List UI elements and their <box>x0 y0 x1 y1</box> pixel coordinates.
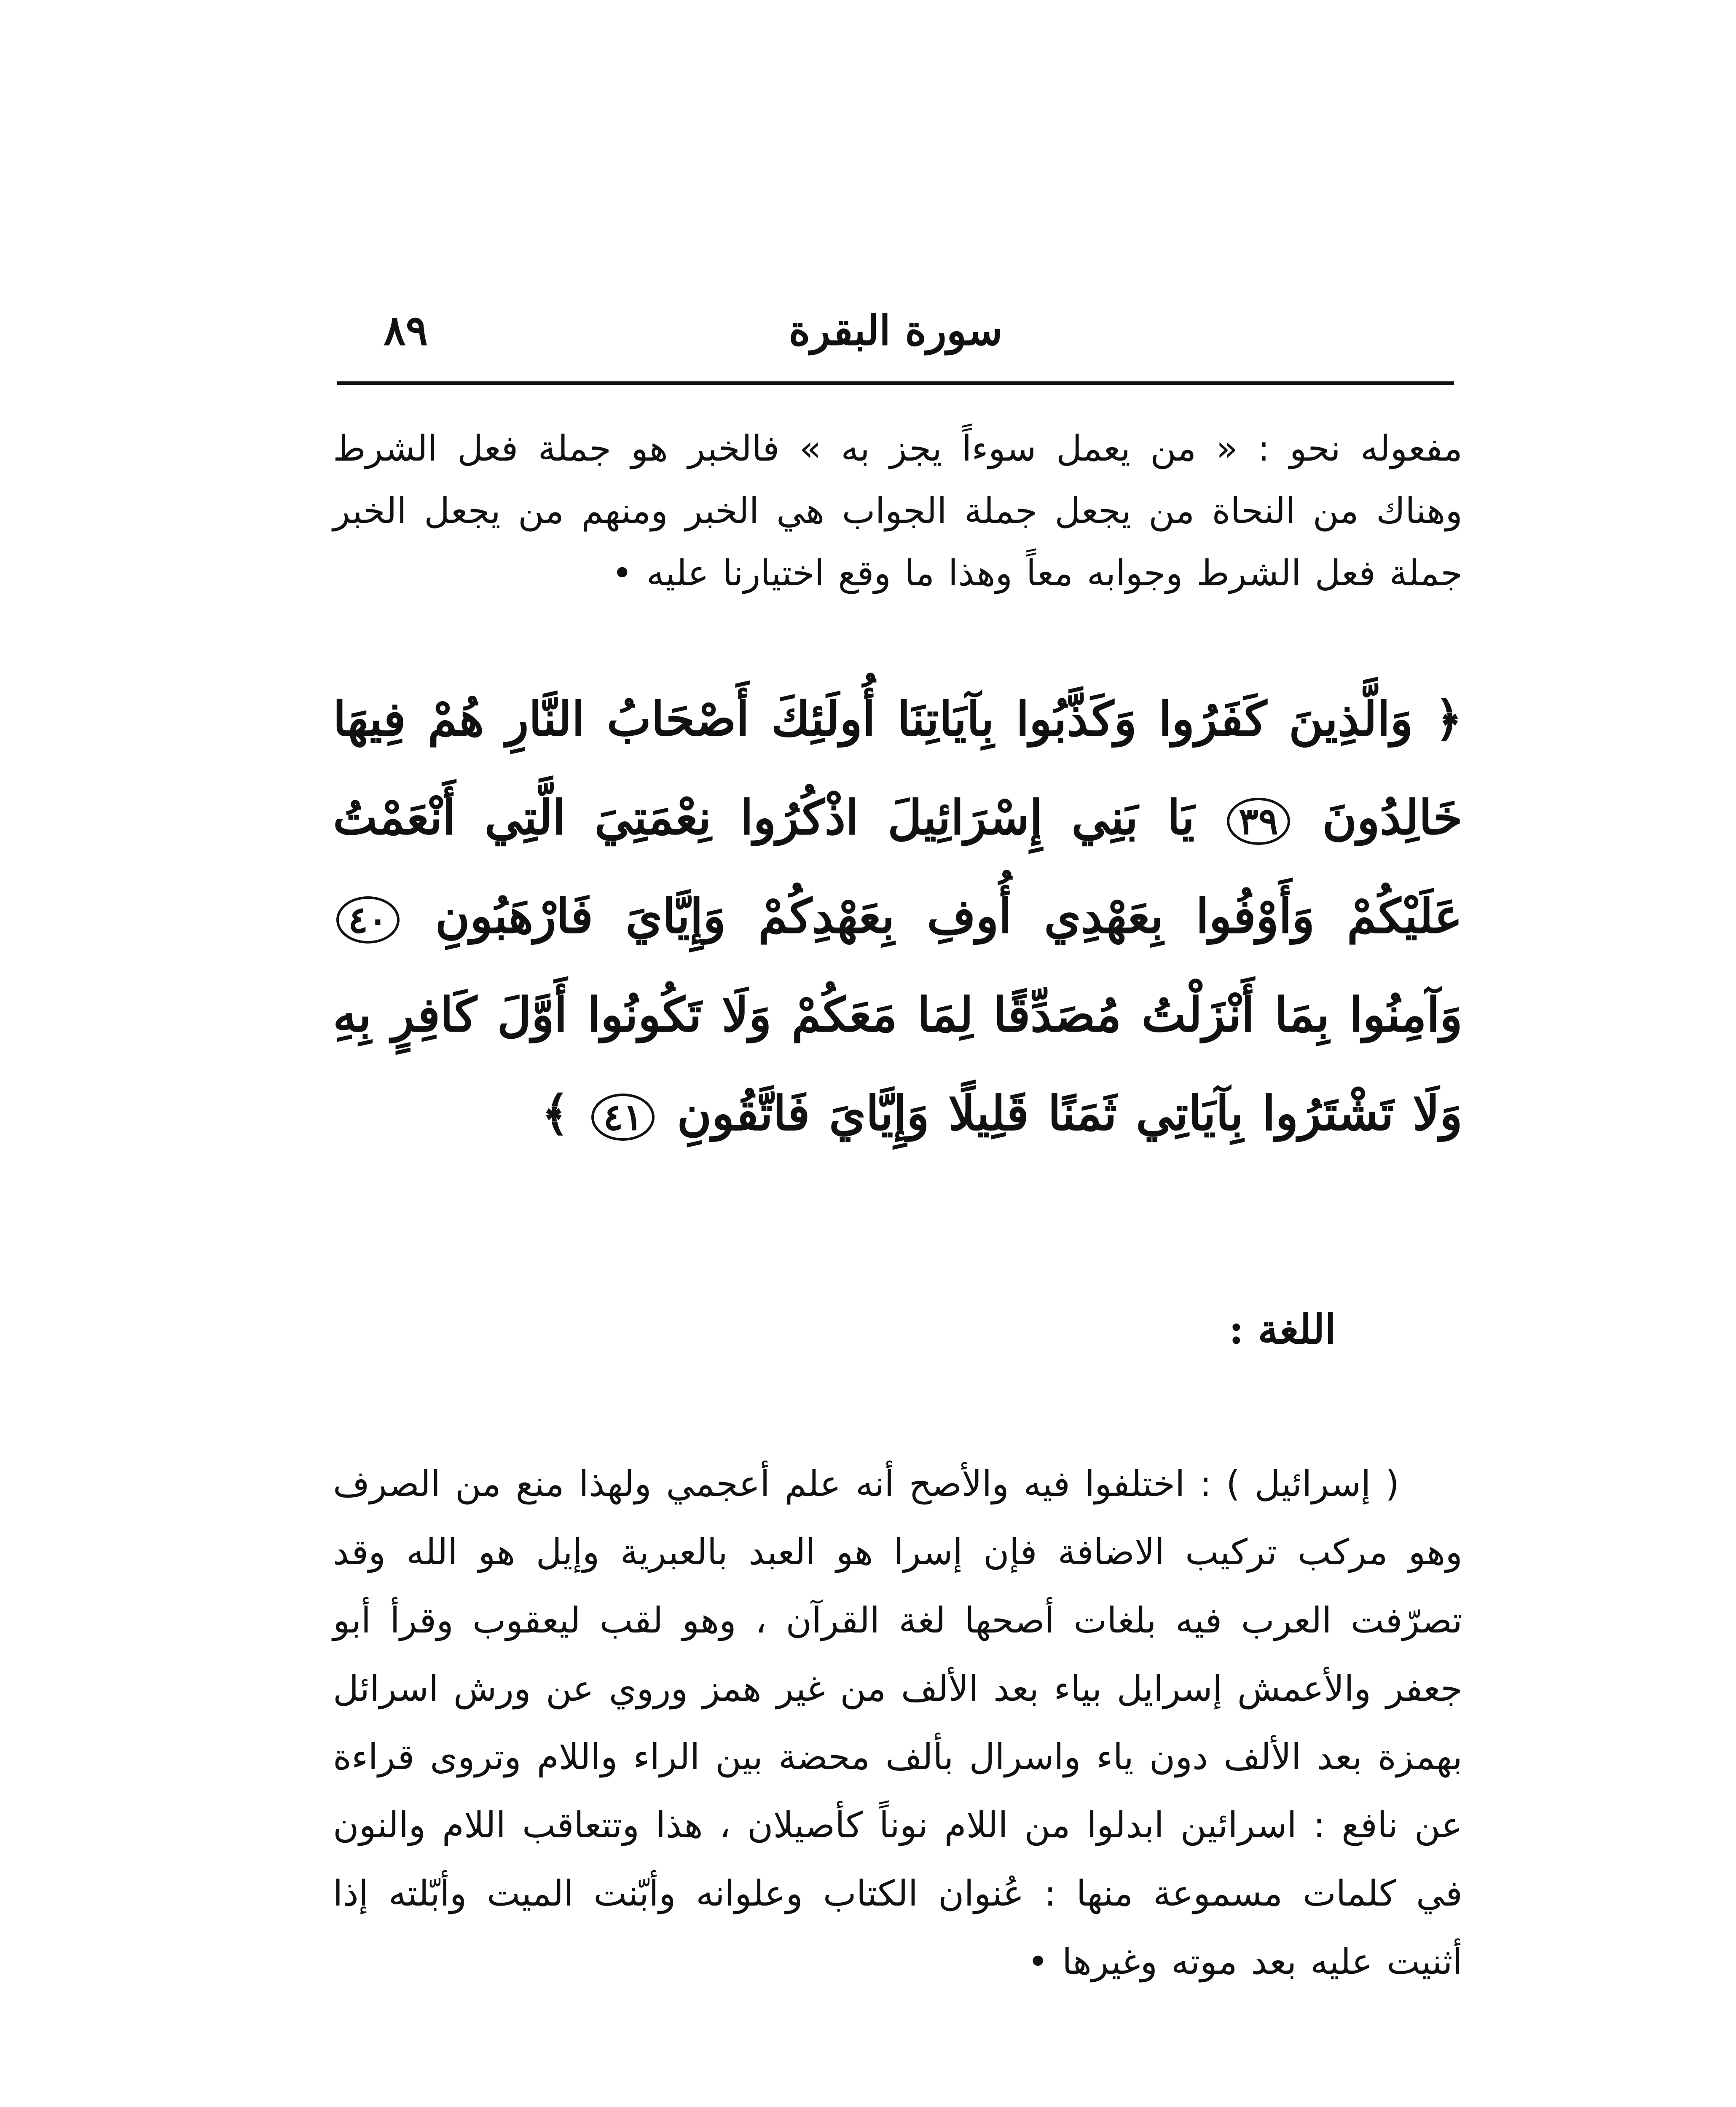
verse-text: وَآمِنُوا بِمَا أَنْزَلْتُ مُصَدِّقًا لِمَا مَعَكُمْ وَلَا تَكُونُوا أَوَّلَ كَافِرٍ بِهِ وَلَا تَشْتَرُوا بِآيَاتِي ثَمَنًا قَلِيلًا وَإِيَّايَ فَاتَّقُونِ <box>333 987 1462 1141</box>
verse-text: يَا بَنِي إِسْرَائِيلَ اذْكُرُوا نِعْمَتِيَ الَّتِي أَنْعَمْتُ عَلَيْكُمْ وَأَوْفُوا بِعَهْدِي أُوفِ بِعَهْدِكُمْ وَإِيَّايَ فَارْهَبُونِ <box>333 790 1462 944</box>
verse-number-marker: ٣٩ <box>1227 798 1290 845</box>
header-rule <box>337 381 1454 385</box>
quran-verses <box>333 670 1462 1163</box>
section-heading: اللغة : <box>1229 1305 1336 1353</box>
verse-number-marker: ٤٠ <box>336 896 400 944</box>
lugha-paragraph: ( إسرائيل ) : اختلفوا فيه والأصح أنه علم أعجمي ولهذا منع من الصرف وهو مركب تركيب الاضافة فإن إسرا هو العبد بالعبرية وإيل هو الله وقد تصرّفت العرب فيه بلغات أصحها لغة القرآن ، وهو لقب ليعقوب وقرأ أبو جعفر والأعمش إسرايل بياء بعد الألف من غير همز وروي عن ورش اسرائل بهمزة بعد الألف دون ياء واسرال بألف محضة بين الراء واللام وتروى قراءة عن نافع : اسرائين ابدلوا من اللام نوناً كأصيلان ، هذا وتتعاقب اللام والنون في كلمات مسموعة منها : عُنوان الكتاب وعلوانه وأبّنت الميت وأبّلته إذا أثنيت عليه بعد موته وغيرها • <box>333 1463 1462 1982</box>
verse-close-bracket: ﴾ <box>541 1086 569 1141</box>
verse-open-bracket: ﴿ <box>1435 692 1462 747</box>
verse-number-marker: ٤١ <box>591 1094 655 1141</box>
verse-text: وَالَّذِينَ كَفَرُوا وَكَذَّبُوا بِآيَاتِنَا أُولَئِكَ أَصْحَابُ النَّارِ هُمْ فِيهَا خَالِدُونَ <box>333 692 1463 845</box>
page-number: ٨٩ <box>384 306 428 355</box>
surah-title: سورة البقرة <box>789 306 1003 355</box>
page-header <box>337 295 1454 371</box>
intro-paragraph: مفعوله نحو : « من يعمل سوءاً يجز به » فالخبر هو جملة فعل الشرط وهناك من النحاة من يجعل جملة الجواب هي الخبر ومنهم من يجعل الخبر جملة فعل الشرط وجوابه معاً وهذا ما وقع اختيارنا عليه • <box>333 428 1462 594</box>
